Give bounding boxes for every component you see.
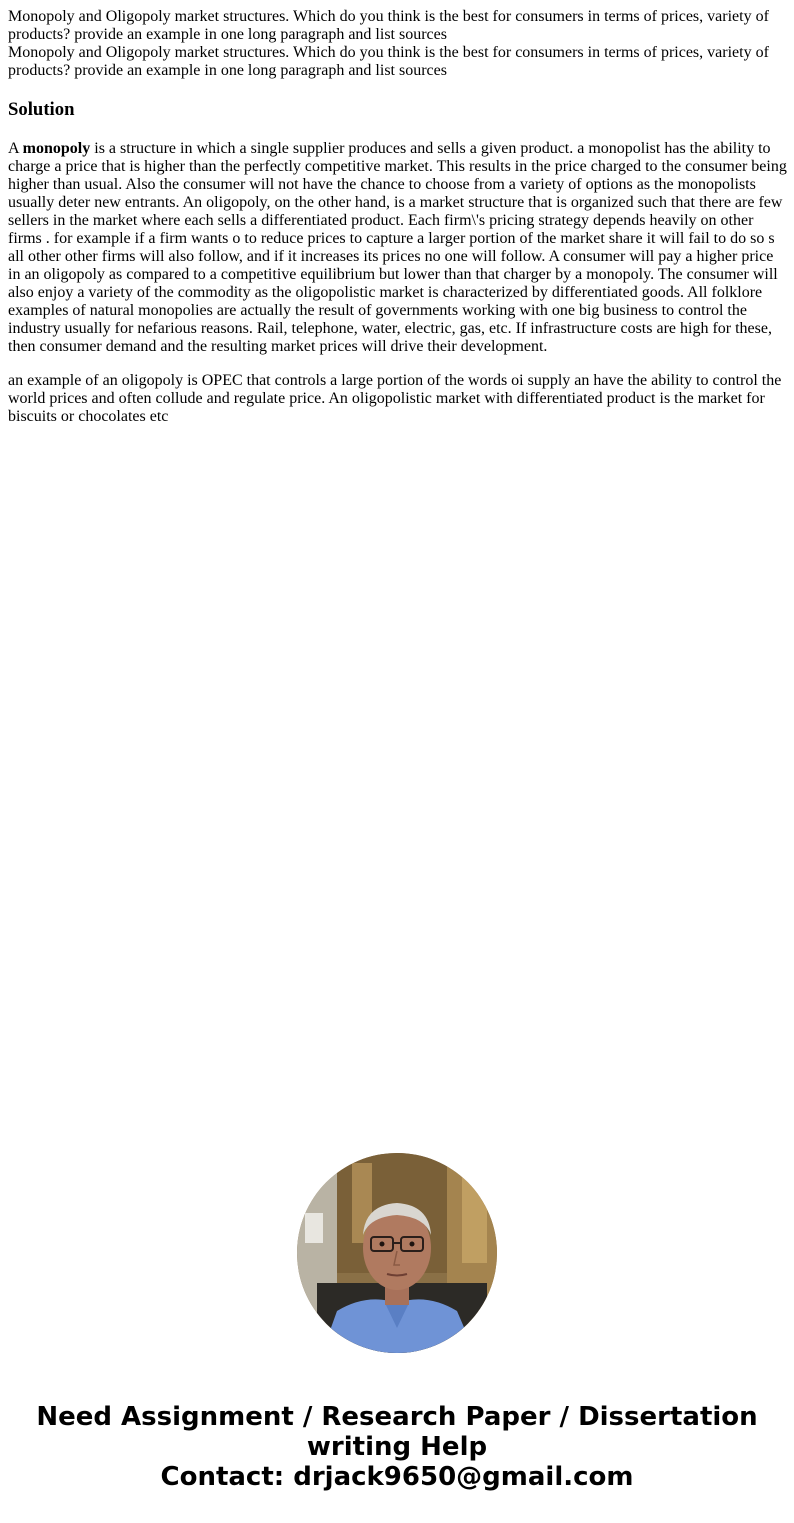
banner-line-2: writing Help: [306, 1432, 488, 1462]
author-portrait-icon: [297, 1153, 497, 1353]
solution-heading: Solution: [8, 99, 75, 120]
contact-banner: [0, 1402, 794, 1492]
author-avatar: [297, 1153, 497, 1353]
answer-paragraph-1-rest: is a structure in which a single supplier produces and sells a given product. a monopolist has the ability to charge a price that is higher than the perfectly competitive market. This results in the price charged to the consumer being higher than usual. Also the consumer will not have the chance to choose from a variety of options as the monopolists usually deter new entrants. An oligopoly, on the other hand, is a market structure that is organized such that there are few sellers in the market where each sells a differentiated product. Each firm\'s pricing strategy depends heavily on other firms . for example if a firm wants o to reduce prices to capture a larger portion of the market share it will fail to do so s all other other firms will also follow, and if it increases its prices no one will follow. A consumer will pay a higher price in an oligopoly as compared to a competitive equilibrium but lower than that charger by a monopoly. The consumer will also enjoy a variety of the commodity as the oligopolistic market is characterized by differentiated goods. All folklore examples of natural monopolies are actually the result of governments working with one big business to control the industry usually for nefarious reasons. Rail, telephone, water, electric, gas, etc. If infrastructure costs are high for these, then consumer demand and the resulting market prices will drive their development.: [8, 140, 787, 355]
answer-bold-term: monopoly: [22, 140, 91, 157]
banner-line-1: Need Assignment / Research Paper / Dissertation: [36, 1402, 758, 1432]
question-text-repeat: Monopoly and Oligopoly market structures. Which do you think is the best for consumers in terms of prices, variety of products? provide an example in one long paragraph and list sources: [8, 44, 769, 79]
document-body: [8, 8, 788, 442]
question-text: Monopoly and Oligopoly market structures. Which do you think is the best for consumers in terms of prices, variety of products? provide an example in one long paragraph and list sources: [8, 8, 769, 43]
answer-paragraph-2: an example of an oligopoly is OPEC that controls a large portion of the words oi supply an have the ability to control the world prices and often collude and regulate price. An oligopolistic market with differentiated product is the market for biscuits or chocolates etc: [8, 372, 782, 425]
answer-paragraph-1: [8, 140, 788, 356]
answer-lead: A: [8, 140, 23, 157]
banner-contact-line: Contact: drjack9650@gmail.com: [160, 1462, 634, 1492]
